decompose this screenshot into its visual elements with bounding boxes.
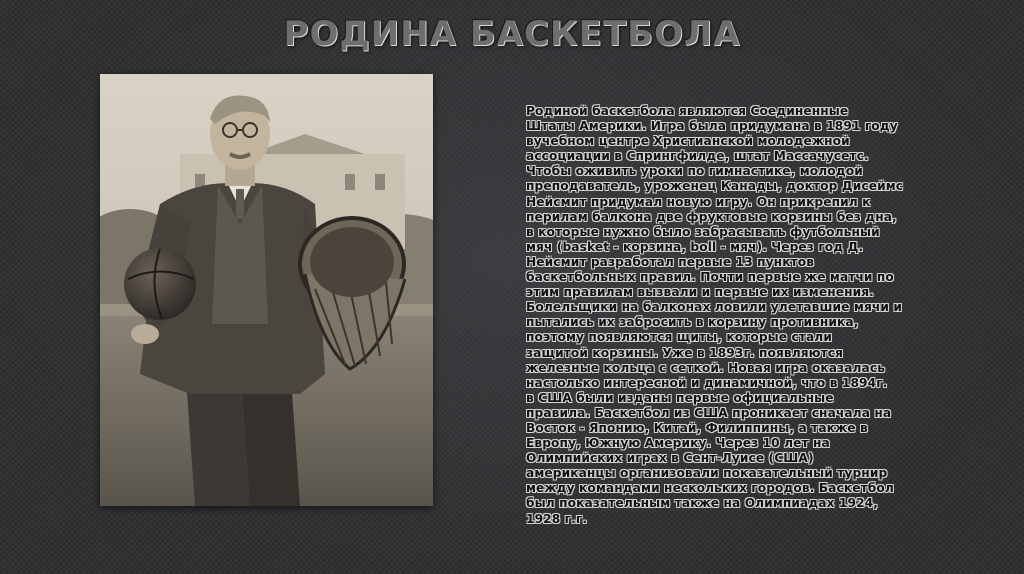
body-line: защитой корзины. Уже в 1893г. появляются (526, 345, 844, 360)
body-line: перилам балкона две фруктовые корзины без дна, (526, 209, 897, 224)
body-line: вучебном центре Христианской молодежной (526, 134, 850, 149)
body-line: ассоциации в Спрингфилде, штат Массачусетс. (526, 149, 869, 164)
body-line: пытались их забросить в корзину противника, (526, 315, 859, 330)
historical-photo (100, 74, 433, 506)
body-line: настолько интересной и динамичной, что в 1894г. (526, 375, 888, 390)
body-line: Нейсмит разработал первые 13 пунктов (526, 254, 815, 269)
body-line: поэтому появляются щиты, которые стали (526, 330, 832, 345)
body-line: 1928 г.г. (526, 511, 588, 526)
body-line: в которые нужно было забрасывать футбольный (526, 224, 880, 239)
body-line: между командами нескольких городов. Баскетбол (526, 481, 894, 496)
body-line: Чтобы оживить уроки по гимнастике, молодой (526, 164, 863, 179)
body-line: в США были изданы первые официальные (526, 390, 834, 405)
body-line: Штаты Америки. Игра была придумана в 1891 году (526, 119, 898, 134)
body-line: железные кольца с сеткой. Новая игра оказалась (526, 360, 886, 375)
body-line: правила. Баскетбол из США проникает сначала на (526, 405, 892, 420)
body-line: этим правилам вызвали и первые их изменения. (526, 285, 874, 300)
body-line: мяч (basket - корзина, boll - мяч). Через год Д. (526, 239, 864, 254)
slide-title: РОДИНА БАСКЕТБОЛА (283, 14, 741, 54)
body-line: Европу, Южную Америку. Через 10 лет на (526, 436, 830, 451)
body-line: преподаватель, уроженец Канады, доктор Дисеймс (526, 179, 904, 194)
body-text (526, 104, 956, 527)
body-line: Нейсмит придумал новую игру. Он прикрепил к (526, 194, 871, 209)
body-line: был показательным также на Олимпиадах 1924, (526, 496, 878, 511)
body-line: Восток - Японию, Китай, Филиппины, а также в (526, 420, 868, 435)
body-line: Болельщики на балконах ловили улетавшие мячи и (526, 300, 902, 315)
body-line: баскетбольных правил. Почти первые же матчи по (526, 270, 894, 285)
body-line: американцы организовали показательный турнир (526, 466, 888, 481)
body-line: Родиной баскетбола являются Соединенные (526, 104, 849, 118)
body-line: Олимпийских играх в Сент-Луисе (США) (526, 451, 814, 466)
